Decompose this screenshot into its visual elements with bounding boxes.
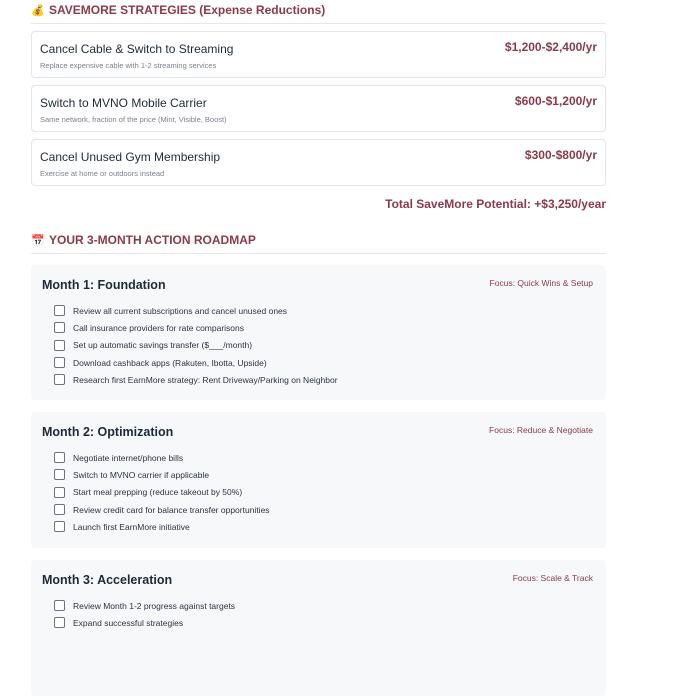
task-label: Research first EarnMore strategy: Rent Driveway/Parking on Neighbor (73, 374, 338, 385)
task-checkbox[interactable] (54, 452, 65, 463)
month-title: Month 2: Optimization (42, 425, 174, 439)
task-checkbox[interactable] (54, 305, 65, 316)
task-label: Launch first EarnMore initiative (73, 521, 190, 532)
task-checkbox[interactable] (54, 487, 65, 498)
task-item[interactable] (54, 371, 595, 388)
month-card (31, 412, 606, 548)
task-checkbox[interactable] (54, 600, 65, 611)
task-item[interactable] (54, 302, 595, 319)
task-label: Review all current subscriptions and cancel unused ones (73, 305, 288, 316)
savemore-card-amount: $1,200-$2,400/yr (504, 40, 597, 54)
task-label: Download cashback apps (Rakuten, Ibotta, Upside) (73, 357, 267, 368)
month-focus: Focus: Reduce & Negotiate (489, 425, 593, 435)
savemore-card (31, 31, 606, 78)
task-item[interactable] (54, 466, 595, 483)
roadmap-heading-text: YOUR 3-MONTH ACTION ROADMAP (49, 233, 256, 247)
month-focus: Focus: Scale & Track (512, 573, 593, 583)
task-checkbox[interactable] (54, 374, 65, 385)
task-label: Call insurance providers for rate comparisons (73, 322, 245, 333)
task-label: Review credit card for balance transfer opportunities (73, 504, 270, 515)
savemore-card-subtitle: Exercise at home or outdoors instead (40, 169, 165, 178)
task-checkbox[interactable] (54, 357, 65, 368)
task-item[interactable] (54, 597, 595, 614)
task-label: Review Month 1-2 progress against targets (73, 600, 236, 611)
roadmap-section-heading (31, 233, 606, 254)
savemore-card (31, 139, 606, 186)
task-label: Set up automatic savings transfer ($___/month) (73, 340, 253, 351)
month-title: Month 3: Acceleration (42, 573, 173, 587)
savemore-section-heading (31, 3, 606, 24)
task-item[interactable] (54, 449, 595, 466)
task-label: Negotiate internet/phone bills (73, 452, 184, 463)
task-label: Start meal prepping (reduce takeout by 50%) (73, 487, 243, 498)
content (31, 0, 606, 696)
task-checkbox[interactable] (54, 469, 65, 480)
calendar-icon: 📅 (31, 234, 45, 247)
task-checkbox[interactable] (54, 617, 65, 628)
month-focus: Focus: Quick Wins & Setup (489, 278, 593, 288)
task-item[interactable] (54, 614, 595, 631)
task-item[interactable] (54, 319, 595, 336)
savemore-card-amount: $600-$1,200/yr (514, 94, 597, 108)
savemore-card-subtitle: Replace expensive cable with 1-2 streaming services (40, 61, 217, 70)
task-item[interactable] (54, 337, 595, 354)
task-label: Expand successful strategies (73, 617, 184, 628)
task-checkbox[interactable] (54, 521, 65, 532)
task-checkbox[interactable] (54, 340, 65, 351)
savemore-card-title: Cancel Cable & Switch to Streaming (40, 42, 234, 56)
task-checkbox[interactable] (54, 322, 65, 333)
task-checkbox[interactable] (54, 504, 65, 515)
savemore-heading-text: SAVEMORE STRATEGIES (Expense Reductions) (49, 3, 326, 17)
task-list (42, 302, 595, 388)
task-item[interactable] (54, 501, 595, 518)
task-list (42, 597, 595, 632)
savemore-total: Total SaveMore Potential: +$3,250/year (385, 197, 606, 211)
savemore-card (31, 85, 606, 132)
task-item[interactable] (54, 354, 595, 371)
month-card (31, 560, 606, 696)
task-item[interactable] (54, 518, 595, 535)
money-bag-icon: 💰 (31, 4, 45, 17)
savemore-card-title: Switch to MVNO Mobile Carrier (40, 96, 207, 110)
month-title: Month 1: Foundation (42, 278, 166, 292)
savemore-card-subtitle: Same network, fraction of the price (Mint, Visible, Boost) (40, 115, 227, 124)
savemore-card-amount: $300-$800/yr (524, 148, 597, 162)
savemore-card-title: Cancel Unused Gym Membership (40, 150, 221, 164)
task-item[interactable] (54, 484, 595, 501)
month-card (31, 265, 606, 400)
task-label: Switch to MVNO carrier if applicable (73, 469, 210, 480)
task-list (42, 449, 595, 535)
